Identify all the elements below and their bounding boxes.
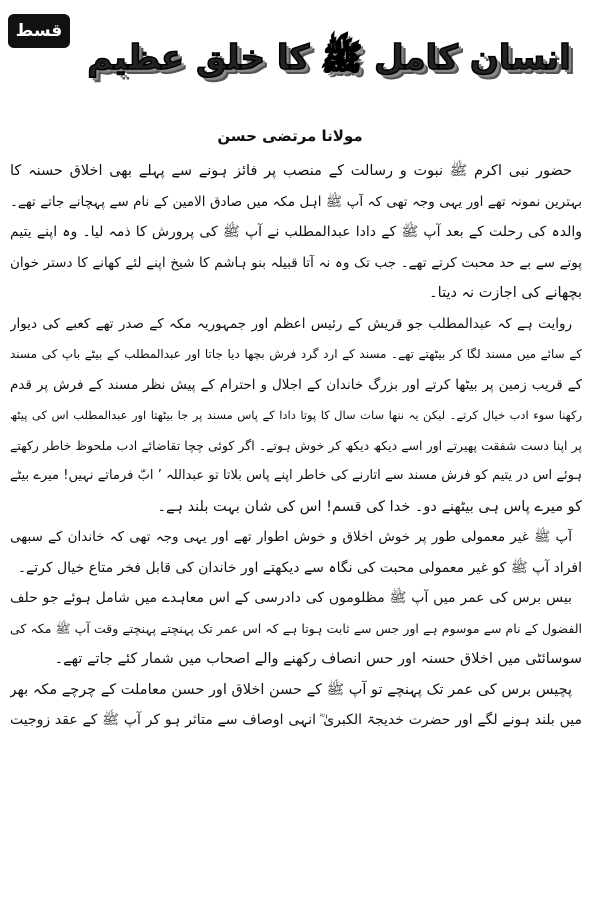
author-byline: مولانا مرتضی حسن bbox=[217, 127, 363, 145]
text-line: آپ ﷺ غیر معمولی طور پر خوش اخلاق و خوش اطوار تھے اور یہی وجہ تھی کہ خاندان کے سبھی bbox=[10, 529, 572, 545]
text-line: ہوئے اس در یتیم کو فرش مسند سے اتارنے کی خاطر اپنے پاس بلاتا تو عبداللہ ’ ابّ فرماتے نہیں! میرے بیٹے bbox=[10, 468, 582, 483]
title-banner bbox=[78, 4, 580, 116]
paragraph bbox=[10, 583, 582, 675]
text-line: رکھنا سوء ادب خیال کرتے۔ لیکن یہ ننھا سات سال کا پوتا دادا کے پاس مسند پر جا بیٹھتا اور عبدالمطلب اس کی پیٹھ bbox=[10, 408, 582, 422]
text-line: بچھانے کی اجازت نہ دیتا۔ bbox=[429, 285, 582, 301]
text-line: میں بلند ہونے لگے اور حضرت خدیجۃ الکبریٰ ؓ انہی اوصاف سے متاثر ہو کر آپ ﷺ کے عقد زوجیت bbox=[10, 712, 582, 728]
text-line: پوتے سے بے حد محبت کرتے تھے۔ جب تک وہ نہ آتا قبیلہ بنو ہاشم کا شیخ اپنے لئے کھانے کا دستر خوان bbox=[10, 254, 582, 271]
text-line: روایت ہے کہ عبدالمطلب جو قریش کے رئیس اعظم اور جمہوریہ مکہ کے صدر تھے کعبے کی دیوار bbox=[10, 315, 572, 332]
text-line: بہترین نمونہ تھے اور یہی وجہ تھی کہ آپ ﷺ اہل مکہ میں صادق الامین کے نام سے پہچانے جاتے تھے۔ bbox=[10, 193, 582, 210]
text-line: افراد آپ ﷺ کو غیر معمولی محبت کی نگاہ سے دیکھتے اور خاندان کی قابل فخر متاع خیال کرتے۔ bbox=[17, 559, 582, 576]
text-line: پچیس برس کی عمر تک پہنچے تو آپ ﷺ کے حسن اخلاق اور حسن معاملت کے چرچے مکہ بھر bbox=[10, 681, 572, 698]
text-line: والدہ کی رحلت کے بعد آپ ﷺ کے دادا عبدالمطلب نے آپ ﷺ کی پرورش کا ذمہ لیا۔ وہ اپنے یتیم bbox=[10, 224, 582, 240]
article-body bbox=[10, 156, 582, 904]
text-line: پر اپنا دست شفقت پھیرتے اور اسے دیکھ دیکھ کر خوش ہوتے۔ اگر کوئی چچا تقاضائے ادب ملحوظ خاطر رکھتے bbox=[10, 437, 582, 453]
text-line: کے قریب زمین پر بیٹھا کرتے اور بزرگ خاندان کے اجلال و احترام کے پیش نظر مسند کے فرش پر قدم bbox=[10, 376, 582, 393]
text-line: الفضول کے نام سے موسوم ہے اور جس سے ثابت ہوتا ہے کہ اس عمر تک پہنچتے پہنچتے وقت آپ ﷺ مکہ کی bbox=[10, 620, 582, 636]
text-line: حضور نبی اکرم ﷺ نبوت و رسالت کے منصب پر فائز ہونے سے پہلے بھی اخلاق حسنہ کا bbox=[10, 163, 572, 179]
article-title: انسان کامل ﷺ کا خلق عظیم bbox=[87, 38, 571, 78]
paragraph bbox=[10, 675, 582, 736]
text-line: کے سائے میں مسند لگا کر بیٹھتے تھے۔ مسند کے ارد گرد فرش بچھا دیا جاتا اور عبدالمطلب کے بیٹے باپ کی مسند bbox=[10, 347, 582, 361]
episode-badge: قسط نمبر1 bbox=[8, 14, 70, 48]
paragraph bbox=[10, 156, 582, 309]
text-line: سوسائٹی میں اخلاق حسنہ اور حس انصاف رکھنے والے اصحاب میں شمار کئے جاتے تھے۔ bbox=[54, 651, 582, 667]
text-line: بیس برس کی عمر میں آپ ﷺ مظلوموں کی دادرسی کے اس معاہدے میں شامل ہوئے جو حلف bbox=[10, 590, 572, 606]
paragraph bbox=[10, 309, 582, 523]
paragraph bbox=[10, 522, 582, 583]
text-line: کو میرے پاس ہی بیٹھنے دو۔ خدا کی قسم! اس کی شان بہت بلند ہے۔ bbox=[157, 498, 582, 515]
